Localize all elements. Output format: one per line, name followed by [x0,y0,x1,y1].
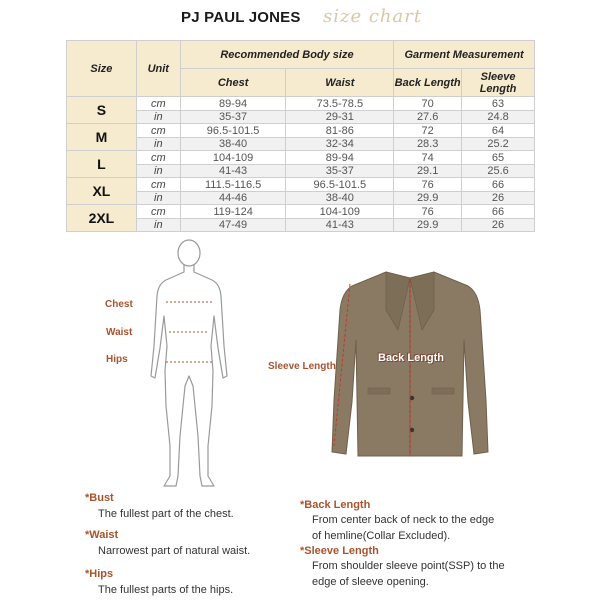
chest-label: Chest [105,299,133,310]
size-cell: M [67,124,137,151]
back-length-cell: 29.9 [394,219,462,232]
hips-note: *Hips The fullest parts of the hips. [85,568,234,596]
chest-cell: 104-109 [180,151,286,165]
waist-cell: 96.5-101.5 [286,178,394,192]
chest-cell: 89-94 [180,97,286,111]
waist-note: *Waist Narrowest part of natural waist. [85,529,251,557]
sleeve-length-cell: 24.8 [462,111,535,124]
unit-cell: cm [136,124,180,138]
sleeve-length-cell: 65 [462,151,535,165]
chest-cell: 111.5-116.5 [180,178,286,192]
header-chest: Chest [180,69,286,97]
waist-cell: 104-109 [286,205,394,219]
table-row [67,205,535,219]
table-row [67,151,535,165]
back-length-cell: 72 [394,124,462,138]
sleeve-length-cell: 26 [462,192,535,205]
chest-cell: 38-40 [180,138,286,151]
hips-title: Hips [89,568,114,580]
header-unit: Unit [136,41,180,97]
unit-cell: cm [136,205,180,219]
sleeve-length-label: Sleeve Length [268,361,336,372]
bust-desc: The fullest part of the chest. [98,508,234,520]
body-outline-figure [120,236,240,496]
unit-cell: cm [136,178,180,192]
table-row [67,192,535,205]
size-cell: S [67,97,137,124]
blazer-illustration [328,270,498,460]
unit-cell: cm [136,97,180,111]
table-row [67,165,535,178]
back-length-desc-2: of hemline(Collar Excluded). [312,530,451,542]
sleeve-length-cell: 25.2 [462,138,535,151]
unit-cell: in [136,138,180,151]
chest-cell: 119-124 [180,205,286,219]
header-waist: Waist [286,69,394,97]
table-row [67,97,535,111]
header [0,6,600,36]
size-chart-script: size chart [323,6,423,27]
waist-cell: 41-43 [286,219,394,232]
unit-cell: in [136,111,180,124]
header-garment: Garment Measurement [394,41,535,69]
back-length-label: Back Length [378,352,445,364]
unit-cell: in [136,192,180,205]
back-length-cell: 76 [394,178,462,192]
table-row [67,124,535,138]
size-table [66,40,535,232]
waist-cell: 89-94 [286,151,394,165]
bust-title: Bust [89,492,114,504]
chest-cell: 47-49 [180,219,286,232]
sleeve-length-cell: 64 [462,124,535,138]
waist-cell: 32-34 [286,138,394,151]
unit-cell: in [136,165,180,178]
back-length-desc-1: From center back of neck to the edge [312,514,495,526]
sleeve-length-title: Sleeve Length [304,545,379,557]
back-length-cell: 76 [394,205,462,219]
sleeve-length-cell: 66 [462,205,535,219]
waist-desc: Narrowest part of natural waist. [98,545,251,557]
table-row [67,178,535,192]
waist-cell: 73.5-78.5 [286,97,394,111]
back-length-cell: 29.9 [394,192,462,205]
waist-cell: 38-40 [286,192,394,205]
size-cell: XL [67,178,137,205]
header-body-size: Recommended Body size [180,41,393,69]
chest-cell: 35-37 [180,111,286,124]
sleeve-length-cell: 25.6 [462,165,535,178]
waist-title: Waist [89,529,119,541]
waist-cell: 35-37 [286,165,394,178]
sleeve-length-cell: 66 [462,178,535,192]
unit-cell: cm [136,151,180,165]
sleeve-length-cell: 26 [462,219,535,232]
unit-cell: in [136,219,180,232]
back-length-note: *Back Length From center back of neck to the edge of hemline(Collar Excluded). [300,499,495,542]
sleeve-length-note: *Sleeve Length From shoulder sleeve point(SSP) to the edge of sleeve opening. [300,545,505,588]
table-row [67,111,535,124]
chest-cell: 41-43 [180,165,286,178]
back-length-cell: 28.3 [394,138,462,151]
brand-title: PJ PAUL JONES [181,9,301,26]
table-row [67,219,535,232]
header-size: Size [67,41,137,97]
size-cell: 2XL [67,205,137,232]
bust-note: *Bust The fullest part of the chest. [85,492,234,520]
sleeve-length-desc-1: From shoulder sleeve point(SSP) to the [312,560,505,572]
back-length-title: Back Length [304,499,371,511]
waist-label: Waist [106,327,133,338]
waist-cell: 29-31 [286,111,394,124]
back-length-cell: 27.6 [394,111,462,124]
back-length-cell: 70 [394,97,462,111]
chest-cell: 96.5-101.5 [180,124,286,138]
back-length-cell: 29.1 [394,165,462,178]
sleeve-length-cell: 63 [462,97,535,111]
table-row [67,138,535,151]
hips-label: Hips [106,354,128,365]
sleeve-length-desc-2: edge of sleeve opening. [312,576,429,588]
back-length-cell: 74 [394,151,462,165]
hips-desc: The fullest parts of the hips. [98,584,234,596]
size-cell: L [67,151,137,178]
chest-cell: 44-46 [180,192,286,205]
header-back-length: Back Length [394,69,462,97]
header-sleeve-length: Sleeve Length [462,69,535,97]
waist-cell: 81-86 [286,124,394,138]
